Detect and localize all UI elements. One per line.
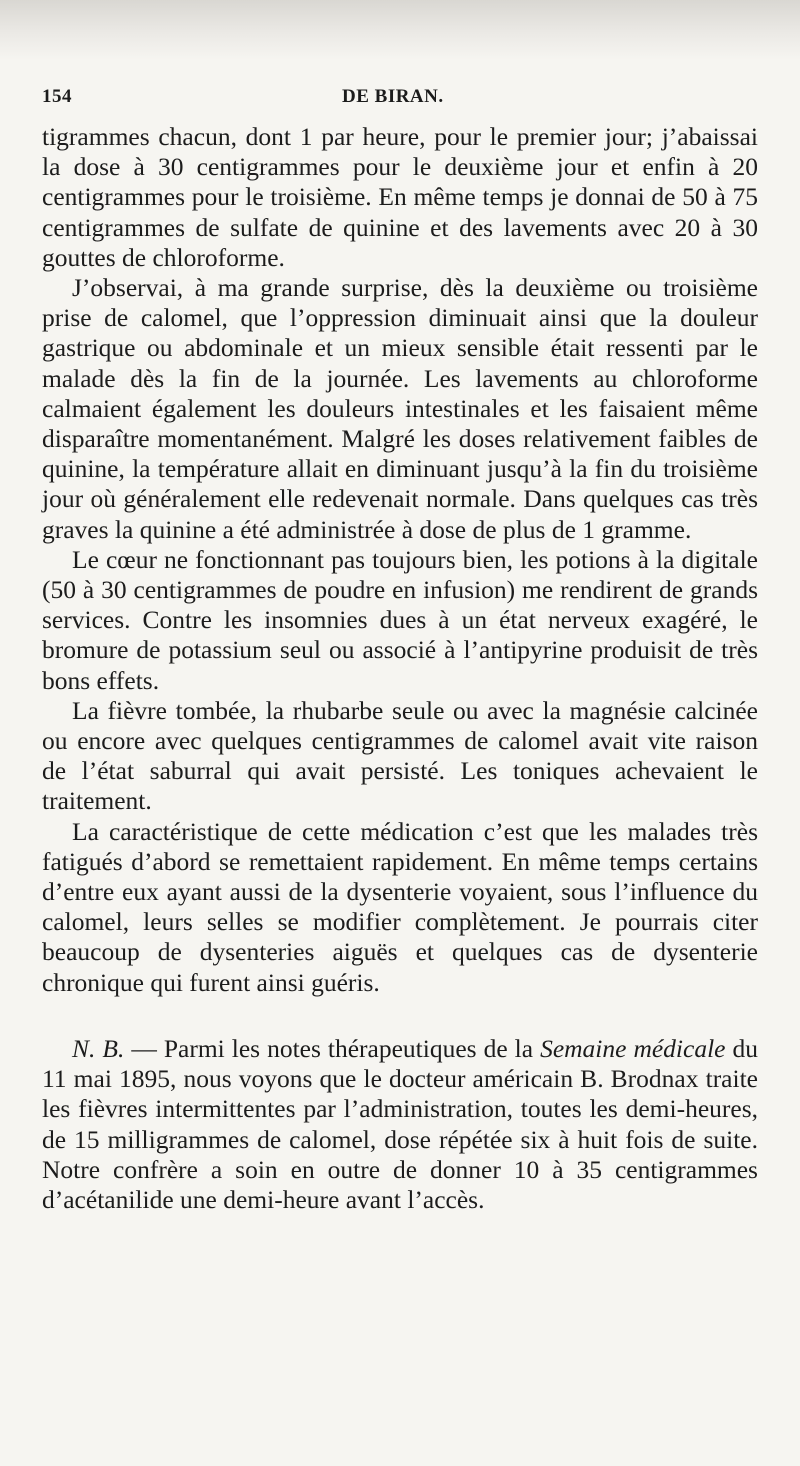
note-intro: — Parmi les notes thérapeutiques de la — [124, 1033, 541, 1063]
body-text — [42, 122, 758, 1215]
paragraph-fever: La fièvre tombée, la rhubarbe seule ou avec la magnésie calcinée ou encore avec quelques centigrammes de calomel avait vite raison de l’état saburral qui avait persisté. Les toniques achevaient le traitement. — [42, 695, 758, 816]
paragraph-observation: J’observai, à ma grande surprise, dès la deuxième ou troisième prise de calomel, que l’oppression diminuait ainsi que la douleur gastrique ou abdominale et un mieux sensible était ressenti par le malade dès la fin de la journée. Les lavements au chloroforme calmaient également les douleurs intestinales et les faisaient même disparaître momentanément. Malgré les doses relativement faibles de quinine, la température allait en diminuant jusqu’à la fin du troisième jour où généralement elle redevenait normale. Dans quelques cas très graves la quinine a été administrée à dose de plus de 1 gramme. — [42, 273, 758, 544]
note-paragraph — [42, 1034, 758, 1215]
paragraph-digitale: Le cœur ne fonctionnant pas toujours bien, les potions à la digitale (50 à 30 centigrammes de poudre en infusion) me rendirent de grands services. Contre les insomnies dues à un état nerveux exagéré, le bromure de potassium seul ou associé à l’antipyrine produisit de très bons effets. — [42, 544, 758, 695]
note-text: du 11 mai 1895, nous voyons que le docteur américain B. Brodnax traite les fièvres intermittentes par l’administration, toutes les demi-heures, de 15 milligrammes de calomel, dose répétée six à huit fois de suite. Notre confrère a soin en outre de donner 10 à 35 centigrammes d’acétanilide une demi-heure avant l’accès. — [42, 1033, 758, 1214]
running-head: DE BIRAN. — [342, 86, 444, 107]
note-label: N. B. — [72, 1033, 125, 1063]
note-journal: Semaine médicale — [540, 1033, 726, 1063]
page-header — [42, 86, 758, 114]
paragraph-characteristic: La caractéristique de cette médication c’est que les malades très fatigués d’abord se remettaient rapidement. En même temps certains d’entre eux ayant aussi de la dysenterie voyaient, sous l’influence du calomel, leurs selles se modifier complètement. Je pourrais citer beaucoup de dysenteries aiguës et quelques cas de dysenterie chronique qui furent ainsi guéris. — [42, 816, 758, 997]
page-number: 154 — [42, 86, 72, 107]
paragraph-continuation: tigrammes chacun, dont 1 par heure, pour le premier jour; j’abaissai la dose à 30 centigrammes pour le deuxième jour et enfin à 20 centigrammes pour le troisième. En même temps je donnai de 50 à 75 centigrammes de sulfate de quinine et des lavements avec 20 à 30 gouttes de chloroforme. — [42, 122, 758, 272]
